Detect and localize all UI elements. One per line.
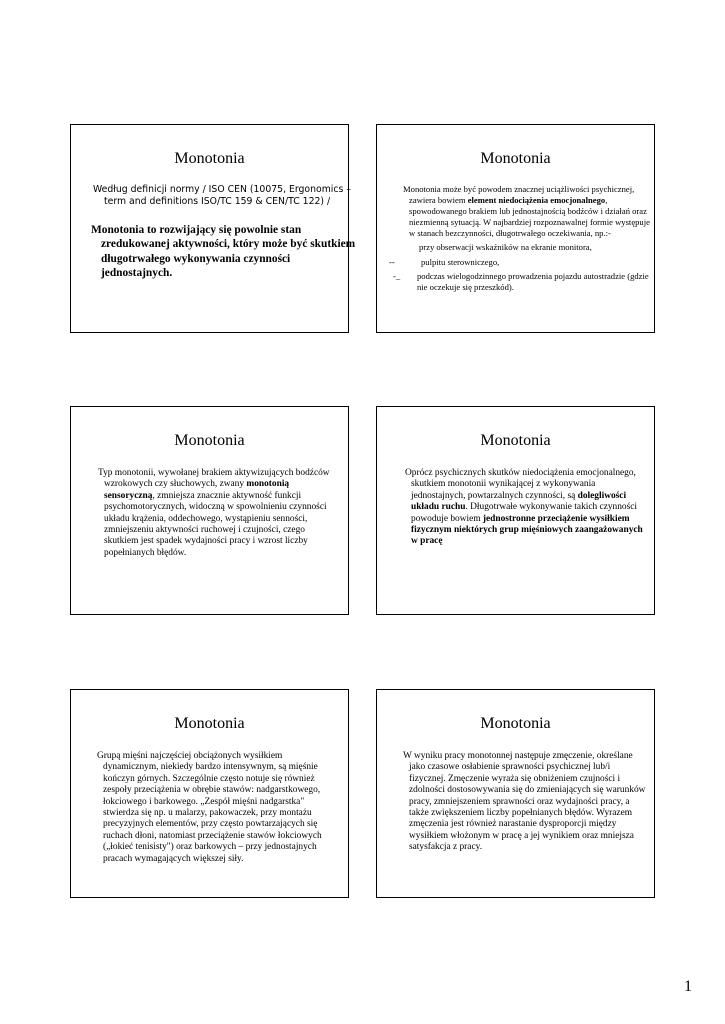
page-number: 1 <box>684 978 692 995</box>
slide-body <box>405 468 647 548</box>
list-marker: -- <box>389 256 395 267</box>
bold-text: monotonią sensoryczną <box>104 479 290 501</box>
list-item-text: podczas wielogodzinnego prowadzenia pojazdu autostradzie (gdzie nie oczekuje się przeszkód). <box>417 270 649 292</box>
definition-text: Według definicji normy / ISO CEN (10075, Ergonomics – term and definitions ISO/TC 159 & CEN/TC 122) / <box>93 184 351 207</box>
definition-main-text: Monotonia to rozwijający się powolnie stan zredukowanej aktywności, który może być skutkiem długotrwałego wykonywania czynności jednostajnych. <box>91 224 356 280</box>
slide-title: Monotonia <box>480 432 551 449</box>
list-item: przy obserwacji wskaźników na ekranie monitora, <box>419 242 592 253</box>
slide-3 <box>70 406 349 615</box>
slide-6 <box>376 689 655 898</box>
list-item <box>389 257 651 268</box>
slide-body <box>389 184 651 293</box>
bold-text: jednostronne przeciążenie wysiłkiem fizycznym niektórych grup mięśniowych zaangażowanych w pracę <box>411 513 643 547</box>
slide-title: Monotonia <box>480 150 551 167</box>
bold-text: dolegliwości układu ruchu <box>411 490 627 513</box>
list-item-text: pulpitu sterowniczego, <box>421 256 500 267</box>
slide-4 <box>376 406 655 615</box>
text-run: Typ monotonii, wywołanej brakiem aktywizujących bodźców wzrokowych czy słuchowych, zwany <box>98 468 330 490</box>
text-run: , zmniejsza znacznie aktywność funkcji psychomotorycznych, widoczną w spowolnieniu czynności układu krążenia, oddechowego, wystąpieniu senności, zmniejszeniu aktywności ruchowej i czujności, czego skutkiem jest spadek wydajności pracy i wzrost liczby popełnianych błędów. <box>104 490 327 558</box>
paragraph <box>403 184 651 239</box>
text-run: Oprócz psychicznych skutków niedociążenia emocjonalnego, skutkiem monotonii wynikającej z wykonywania jednostajnych, powtarzalnych czynności, są <box>405 468 636 501</box>
text-run: Monotonia może być powodem znacznej uciążliwości psychicznej, zawiera bowiem <box>403 184 635 206</box>
slide-title: Monotonia <box>480 715 551 732</box>
slide-body: Grupą mięśni najczęściej obciążonych wysiłkiem dynamicznym, niekiedy bardzo intensywnym, są mięśnie kończyn górnych. Szczególnie często notuje się również zespoły przeciążenia w obrębie stawów: nadgarstkowego, łokciowego i barkowego. „Zespół mięśni nadgarstka" stwierdza się np. u malarzy, pakowaczek, przy montażu precyzyjnych elementów, przy często powtarzających się ruchach dłoni, natomiast przeciążenie stawów łokciowych („łokieć tenisisty") oraz barkowych – przy jednostajnych pracach wymagających większej siły. <box>97 751 322 864</box>
slide-body: W wyniku pracy monotonnej następuje zmęczenie, określane jako czasowe osłabienie sprawności psychicznej lub/i fizycznej. Zmęczenie wyraża się obniżeniem czujności i zdolności dostosowywania się do zmieniających się warunków pracy, zmniejszeniem sprawności oraz wydajności pracy, a także zwiększeniem liczby popełnianych błędów. Wyrazem zmęczenia jest również narastanie dysproporcji między wysiłkiem włożonym w pracę a jej wynikiem oraz mniejsza satysfakcja z pracy. <box>403 751 646 853</box>
list-marker: -_ <box>393 270 401 281</box>
slide-5 <box>70 689 349 898</box>
slide-title: Monotonia <box>174 432 245 449</box>
list-item <box>389 271 651 293</box>
text-run: , spowodowanego brakiem lub jednostajnością bodźców i działań oraz niezmienną sytuacją. W najbardziej rozpoznawalnej formie występuje w stanach bezczynności, długotrwałego oczekiwania, np.:- <box>409 195 650 239</box>
text-run: . Długotrwałe wykonywanie takich czynności powoduje bowiem <box>411 502 638 524</box>
slide-2 <box>376 124 655 333</box>
slide-title: Monotonia <box>174 715 245 732</box>
slide-body <box>98 468 340 559</box>
bold-text: element niedociążenia emocjonalnego <box>467 195 606 206</box>
slide-title: Monotonia <box>174 150 245 167</box>
slide-1 <box>70 124 356 333</box>
